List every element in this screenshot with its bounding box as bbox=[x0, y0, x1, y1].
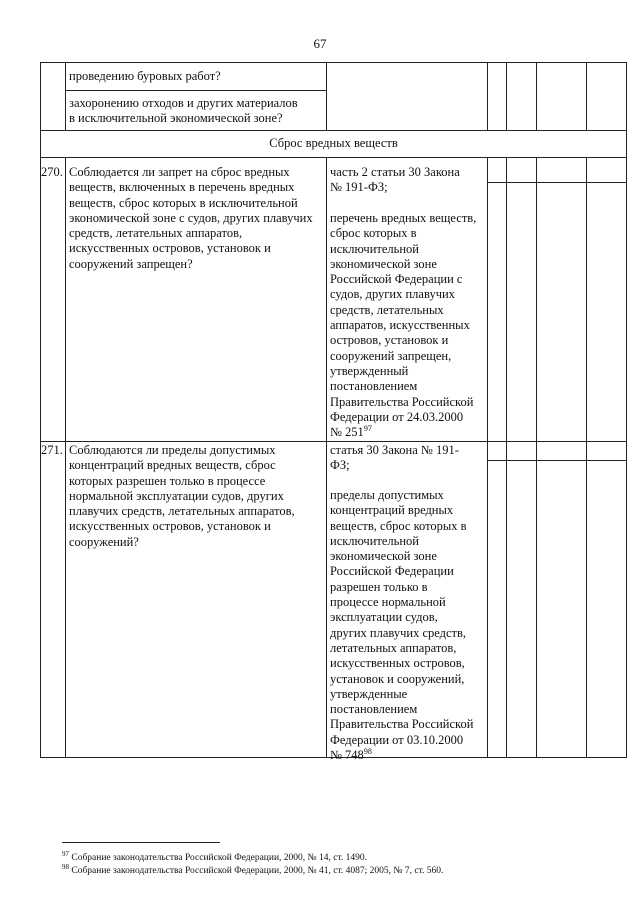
column-line bbox=[586, 62, 587, 130]
column-line bbox=[586, 157, 587, 757]
footnote-mark: 97 bbox=[62, 850, 69, 858]
item-question: Соблюдается ли запрет на сброс вредных веществ, включенных в перечень вредных веществ, сброс которых в исключительной экономической зоне с судов, других плавучих средств, летательных аппаратов, искусственных островов, установок и сооружений запрещен? bbox=[69, 165, 313, 271]
column-line bbox=[536, 62, 537, 130]
column-line bbox=[326, 62, 327, 130]
column-line bbox=[65, 62, 66, 130]
item-number: 270. bbox=[41, 165, 63, 179]
footnote-ref: 97 bbox=[363, 424, 372, 433]
footnote-mark: 98 bbox=[62, 863, 69, 871]
table-top-border bbox=[40, 62, 627, 63]
column-line bbox=[487, 62, 488, 130]
item-reference-law: статья 30 Закона № 191- ФЗ; bbox=[330, 443, 459, 473]
answer-divider bbox=[487, 460, 627, 461]
page-number: 67 bbox=[313, 36, 327, 51]
section-bottom-border bbox=[40, 157, 627, 158]
column-line bbox=[626, 62, 627, 757]
column-line bbox=[326, 157, 327, 757]
continuation-question: захоронению отходов и других материалов в исключительной экономической зоне? bbox=[69, 96, 298, 126]
column-line bbox=[487, 157, 488, 757]
reference-text: перечень вредных веществ, сброс которых в исключительной экономической зоне Российской Федерации с судов, других плавучих средств, летательных аппаратов, искусственных островов, установок и сооружений запрещен, утвержденный постановлением Правительства Российской Федерации от 24.03.2000 № 251 bbox=[330, 211, 477, 440]
column-line bbox=[65, 157, 66, 757]
section-top-border bbox=[40, 130, 627, 131]
row-divider bbox=[65, 90, 327, 91]
section-title: Сброс вредных веществ bbox=[269, 136, 398, 150]
footnote-text: Собрание законодательства Российской Федерации, 2000, № 41, ст. 4087; 2005, № 7, ст. 560. bbox=[71, 866, 444, 876]
footnote bbox=[62, 861, 443, 877]
column-line bbox=[536, 157, 537, 757]
column-line bbox=[506, 157, 507, 757]
item-reference-act bbox=[330, 488, 486, 763]
reference-text: пределы допустимых концентраций вредных веществ, сброс которых в исключительной экономической зоне Российской Федерации разрешен только в процессе нормальной эксплуатации судов, других плавучих средств, летательных аппаратов, искусственных островов, установок и сооружений, утвержденные постановлением Правительства Российской Федерации от 03.10.2000 № 748 bbox=[330, 488, 474, 763]
answer-divider bbox=[487, 182, 627, 183]
row-divider bbox=[40, 441, 627, 442]
column-line bbox=[506, 62, 507, 130]
item-number: 271. bbox=[41, 443, 63, 457]
footnote-ref: 98 bbox=[363, 746, 372, 756]
item-reference-act bbox=[330, 211, 486, 440]
item-reference-law: часть 2 статьи 30 Закона № 191-ФЗ; bbox=[330, 165, 460, 195]
footnote-divider bbox=[62, 842, 220, 843]
item-question: Соблюдаются ли пределы допустимых концентраций вредных веществ, сброс которых разрешен только в процессе нормальной эксплуатации судов, других плавучих средств, летательных аппаратов, искусственных островов, установок и сооружений? bbox=[69, 443, 295, 549]
footnote-text: Собрание законодательства Российской Федерации, 2000, № 14, ст. 1490. bbox=[71, 853, 368, 863]
continuation-question: проведению буровых работ? bbox=[69, 69, 221, 83]
